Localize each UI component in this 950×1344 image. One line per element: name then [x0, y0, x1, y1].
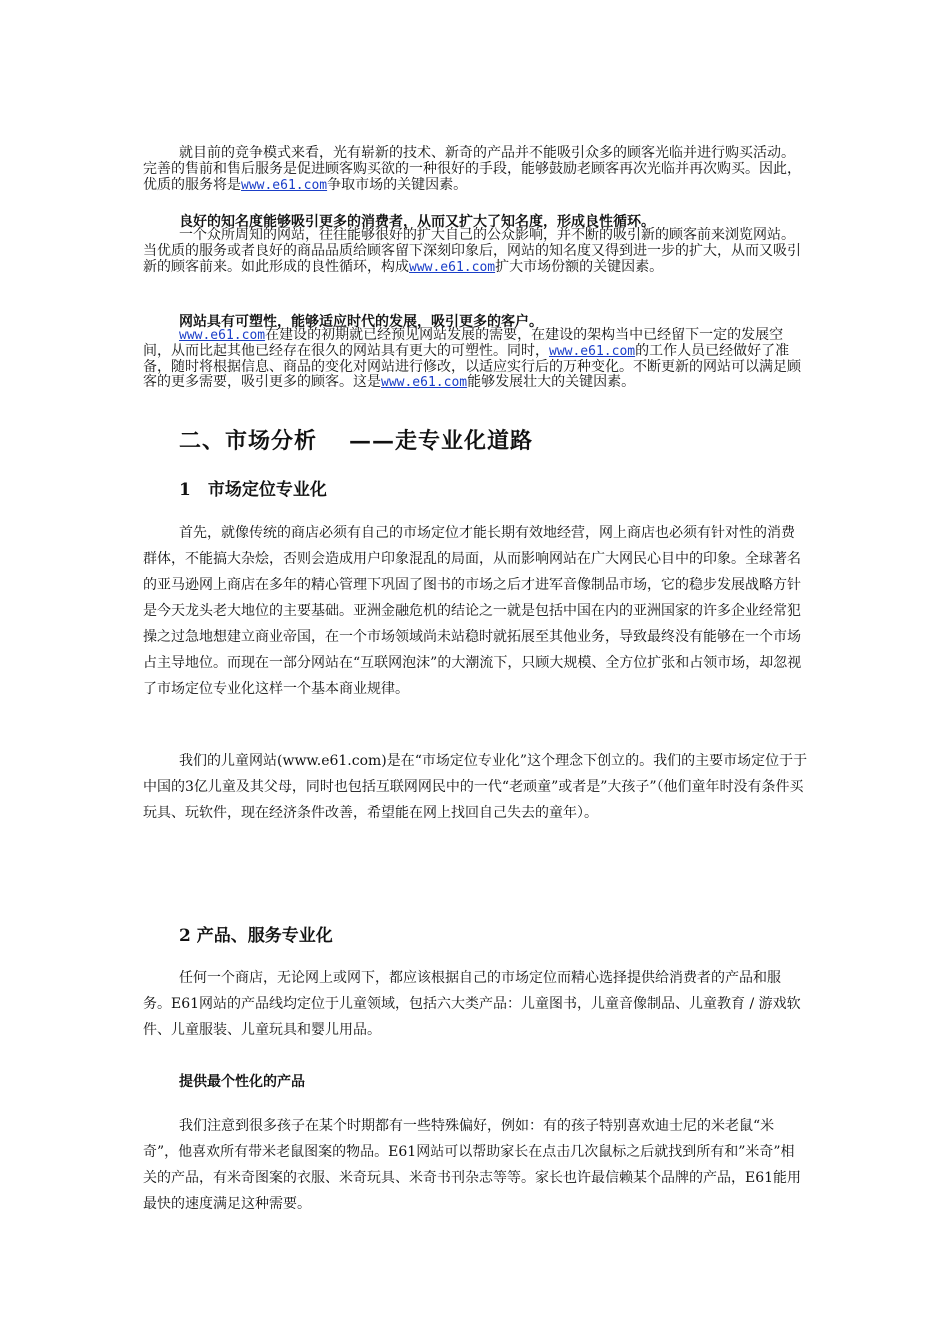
- paragraph-text: 的工作人员已经做好了准备，随时将根据信息、商品的变化对网站进行修改，以适应实行后的万种变化。不断更新的网站可以满足顾客的更多需要，吸引更多的顾客。这是: [143, 342, 801, 391]
- site-link[interactable]: www.e61.com: [241, 177, 328, 193]
- heading-plasticity: 网站具有可塑性，能够适应时代的发展，吸引更多的客户。: [179, 314, 543, 330]
- paragraph-text: 争取市场的关键因素。: [327, 176, 468, 193]
- paragraph-text: 能够发展壮大的关键因素。: [467, 374, 636, 391]
- site-link[interactable]: www.e61.com: [179, 328, 266, 343]
- site-link[interactable]: www.e61.com: [381, 375, 468, 391]
- paragraph-positioning: 首先，就像传统的商店必须有自己的市场定位才能长期有效地经营，网上商店也必须有针对性的消费群体，不能搞大杂烩，否则会造成用户印象混乱的局面，从而影响网站在广大网民心目中的印象。全球著名的亚马逊网上商店在多年的精心管理下巩固了图书的市场之后才进军音像制品市场，它的稳步发展战略方针是今天龙头老大地位的主要基础。亚洲金融危机的结论之一就是包括中国在内的亚洲国家的许多企业经常犯操之过急地想建立商业帝国，在一个市场领域尚未站稳时就拓展至其他业务，导致最终没有能够在一个市场占主导地位。而现在一部分网站在“互联网泡沫”的大潮流下，只顾大规模、全方位扩张和占领市场，却忽视了市场定位专业化这样一个基本商业规律。: [143, 525, 802, 697]
- paragraph-text: 就目前的竞争模式来看，光有崭新的技术、新奇的产品并不能吸引众多的顾客光临并进行购买活动。完善的售前和售后服务是促进顾客购买欲的一种很好的手段，能够鼓励老顾客再次光临并再次购买。因此，优质的服务将是: [143, 145, 801, 193]
- site-link[interactable]: www.e61.com: [549, 343, 636, 359]
- section-title: [179, 424, 533, 455]
- paragraph-text: 一个众所周知的网站，往往能够很好的扩大自己的公众影响，并不断的吸引新的顾客前来浏览网站。当优质的服务或者良好的商品品质给顾客留下深刻印象后，网站的知名度又得到进一步的扩大，从而又吸引新的顾客前来。如此形成的良性循环，构成: [143, 227, 801, 275]
- paragraph-products: 任何一个商店，无论网上或网下，都应该根据自己的市场定位而精心选择提供给消费者的产品和服务。E61网站的产品线均定位于儿童领域，包括六大类产品：儿童图书，儿童音像制品、儿童教育 / 游戏软件、儿童服装、儿童玩具和婴儿用品。: [143, 970, 801, 1038]
- section-title-main: 二、市场分析: [179, 428, 318, 454]
- subsection-title-2: 2 产品、服务专业化: [179, 926, 333, 946]
- site-link[interactable]: www.e61.com: [409, 259, 496, 275]
- paragraph-text: 扩大市场份额的关键因素。: [495, 258, 664, 275]
- heading-reputation: 良好的知名度能够吸引更多的消费者，从而又扩大了知名度，形成良性循环。: [179, 214, 655, 230]
- paragraph-personalized: 我们注意到很多孩子在某个时期都有一些特殊偏好，例如：有的孩子特别喜欢迪士尼的米老鼠“米奇”，他喜欢所有带米老鼠图案的物品。E61网站可以帮助家长在点击几次鼠标之后就找到所有和”米奇”相关的产品，有米奇图案的衣服、米奇玩具、米奇书刊杂志等等。家长也许最信赖某个品牌的产品，E61能用最快的速度满足这种需要。: [143, 1118, 802, 1212]
- paragraph-reputation: [143, 228, 808, 275]
- paragraph-text: 在建设的初期就已经预见网站发展的需要，在建设的架构当中已经留下一定的发展空间，从而比起其他已经存在很久的网站具有更大的可塑性。同时，: [143, 327, 784, 359]
- paragraph-service: [143, 146, 808, 193]
- paragraph-plasticity: [143, 328, 808, 391]
- paragraph-e61-positioning: 我们的儿童网站(www.e61.com)是在“市场定位专业化”这个理念下创立的。我们的主要市场定位于于中国的3亿儿童及其父母，同时也包括互联网网民中的一代“老顽童”或者是”大孩子”（他们童年时没有条件买玩具、玩软件，现在经济条件改善，希望能在网上找回自己失去的童年）。: [143, 753, 808, 821]
- subsection-title-1: 1 市场定位专业化: [179, 480, 327, 500]
- heading-personalized: 提供最个性化的产品: [179, 1074, 305, 1090]
- section-title-sub: ——走专业化道路: [349, 428, 534, 454]
